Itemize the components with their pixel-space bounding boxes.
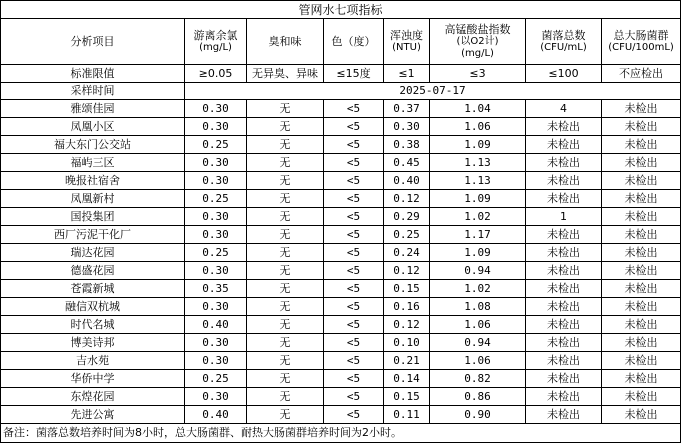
cell-site: 时代名城 (1, 316, 185, 334)
cell-colony: 未检出 (526, 388, 602, 406)
cell-coliform: 未检出 (602, 388, 681, 406)
cell-chlorine: 0.30 (185, 226, 247, 244)
header-turbidity-name: 浑浊度 (390, 28, 423, 42)
header-coliform-name: 总大肠菌群 (613, 28, 669, 42)
table-row (1, 136, 681, 154)
cell-site: 苍霞新城 (1, 280, 185, 298)
cell-colony: 未检出 (526, 370, 602, 388)
table-row (1, 370, 681, 388)
header-colony (526, 19, 602, 65)
table-row (1, 154, 681, 172)
table-row (1, 352, 681, 370)
cell-colony: 未检出 (526, 262, 602, 280)
cell-coliform: 未检出 (602, 262, 681, 280)
table-row (1, 244, 681, 262)
title-row (1, 1, 681, 19)
table-title: 管网水七项指标 (1, 1, 681, 19)
cell-coliform: 未检出 (602, 118, 681, 136)
cell-permanganate: 1.02 (430, 280, 526, 298)
cell-color: <5 (324, 280, 384, 298)
cell-site: 博美诗邦 (1, 334, 185, 352)
header-permanganate-name: 高锰酸盐指数 (444, 22, 511, 36)
cell-turbidity: 0.25 (384, 226, 430, 244)
cell-chlorine: 0.30 (185, 298, 247, 316)
cell-colony: 未检出 (526, 154, 602, 172)
cell-site: 凤凰小区 (1, 118, 185, 136)
cell-chlorine: 0.25 (185, 244, 247, 262)
cell-colony: 未检出 (526, 226, 602, 244)
cell-color: <5 (324, 316, 384, 334)
cell-turbidity: 0.10 (384, 334, 430, 352)
cell-turbidity: 0.15 (384, 280, 430, 298)
cell-turbidity: 0.29 (384, 208, 430, 226)
cell-colony: 未检出 (526, 334, 602, 352)
cell-color: <5 (324, 244, 384, 262)
cell-coliform: 未检出 (602, 316, 681, 334)
sampling-row (1, 83, 681, 100)
cell-site: 西厂污泥干化厂 (1, 226, 185, 244)
cell-site: 福屿三区 (1, 154, 185, 172)
cell-chlorine: 0.30 (185, 118, 247, 136)
cell-colony: 未检出 (526, 190, 602, 208)
standard-chlorine: ≥0.05 (185, 65, 247, 83)
cell-color: <5 (324, 370, 384, 388)
cell-odor: 无 (247, 298, 324, 316)
cell-chlorine: 0.30 (185, 208, 247, 226)
cell-permanganate: 1.17 (430, 226, 526, 244)
table-row (1, 280, 681, 298)
cell-odor: 无 (247, 352, 324, 370)
cell-site: 吉水苑 (1, 352, 185, 370)
cell-color: <5 (324, 352, 384, 370)
cell-odor: 无 (247, 334, 324, 352)
cell-permanganate: 1.09 (430, 190, 526, 208)
note-row (1, 424, 681, 443)
standard-coliform: 不应检出 (602, 65, 681, 83)
cell-permanganate: 0.94 (430, 334, 526, 352)
cell-colony: 未检出 (526, 298, 602, 316)
standard-colony: ≤100 (526, 65, 602, 83)
cell-colony: 未检出 (526, 172, 602, 190)
cell-chlorine: 0.30 (185, 388, 247, 406)
cell-chlorine: 0.25 (185, 136, 247, 154)
header-row (1, 19, 681, 65)
cell-odor: 无 (247, 226, 324, 244)
cell-odor: 无 (247, 118, 324, 136)
cell-permanganate: 1.02 (430, 208, 526, 226)
header-permanganate-basis: (以O2计) (456, 35, 499, 47)
cell-odor: 无 (247, 280, 324, 298)
header-permanganate (430, 19, 526, 65)
table-row (1, 388, 681, 406)
cell-site: 先进公寓 (1, 406, 185, 424)
cell-site: 雅颂佳园 (1, 100, 185, 118)
cell-chlorine: 0.30 (185, 262, 247, 280)
cell-turbidity: 0.12 (384, 190, 430, 208)
table-row (1, 262, 681, 280)
cell-odor: 无 (247, 406, 324, 424)
cell-chlorine: 0.30 (185, 352, 247, 370)
table-row (1, 172, 681, 190)
cell-chlorine: 0.40 (185, 406, 247, 424)
cell-odor: 无 (247, 208, 324, 226)
cell-turbidity: 0.11 (384, 406, 430, 424)
cell-color: <5 (324, 100, 384, 118)
cell-odor: 无 (247, 244, 324, 262)
cell-chlorine: 0.25 (185, 190, 247, 208)
cell-site: 华侨中学 (1, 370, 185, 388)
cell-coliform: 未检出 (602, 190, 681, 208)
cell-permanganate: 1.09 (430, 136, 526, 154)
cell-coliform: 未检出 (602, 100, 681, 118)
table-row (1, 316, 681, 334)
cell-coliform: 未检出 (602, 334, 681, 352)
cell-color: <5 (324, 406, 384, 424)
cell-site: 融信双杭城 (1, 298, 185, 316)
cell-color: <5 (324, 208, 384, 226)
cell-permanganate: 0.82 (430, 370, 526, 388)
header-chlorine-unit: (mg/L) (199, 41, 232, 53)
cell-permanganate: 1.06 (430, 316, 526, 334)
cell-turbidity: 0.16 (384, 298, 430, 316)
cell-turbidity: 0.30 (384, 118, 430, 136)
cell-chlorine: 0.30 (185, 334, 247, 352)
cell-chlorine: 0.25 (185, 370, 247, 388)
cell-coliform: 未检出 (602, 280, 681, 298)
cell-color: <5 (324, 226, 384, 244)
cell-permanganate: 1.09 (430, 244, 526, 262)
cell-site: 瑞达花园 (1, 244, 185, 262)
standard-label: 标准限值 (1, 65, 185, 83)
cell-turbidity: 0.40 (384, 172, 430, 190)
cell-permanganate: 0.94 (430, 262, 526, 280)
header-turbidity-unit: (NTU) (392, 41, 421, 53)
cell-color: <5 (324, 190, 384, 208)
cell-site: 凤凰新村 (1, 190, 185, 208)
header-coliform-unit: (CFU/100mL) (608, 41, 674, 53)
header-chlorine-name: 游离余氯 (193, 28, 238, 42)
cell-odor: 无 (247, 154, 324, 172)
cell-chlorine: 0.35 (185, 280, 247, 298)
cell-coliform: 未检出 (602, 370, 681, 388)
header-turbidity (384, 19, 430, 65)
cell-coliform: 未检出 (602, 172, 681, 190)
cell-turbidity: 0.12 (384, 316, 430, 334)
cell-coliform: 未检出 (602, 226, 681, 244)
cell-site: 东煌花园 (1, 388, 185, 406)
cell-permanganate: 1.04 (430, 100, 526, 118)
header-permanganate-unit: (mg/L) (461, 47, 494, 59)
cell-colony: 未检出 (526, 136, 602, 154)
cell-coliform: 未检出 (602, 136, 681, 154)
cell-coliform: 未检出 (602, 208, 681, 226)
header-colony-unit: (CFU/mL) (540, 41, 587, 53)
cell-site: 国投集团 (1, 208, 185, 226)
cell-chlorine: 0.30 (185, 172, 247, 190)
cell-turbidity: 0.24 (384, 244, 430, 262)
cell-turbidity: 0.14 (384, 370, 430, 388)
cell-permanganate: 1.13 (430, 154, 526, 172)
cell-colony: 未检出 (526, 280, 602, 298)
cell-color: <5 (324, 334, 384, 352)
cell-odor: 无 (247, 190, 324, 208)
header-color: 色（度） (324, 19, 384, 65)
cell-permanganate: 1.08 (430, 298, 526, 316)
cell-colony: 未检出 (526, 406, 602, 424)
cell-color: <5 (324, 298, 384, 316)
cell-colony: 未检出 (526, 352, 602, 370)
cell-turbidity: 0.37 (384, 100, 430, 118)
cell-site: 德盛花园 (1, 262, 185, 280)
sampling-label: 采样时间 (1, 83, 185, 100)
header-colony-name: 菌落总数 (541, 28, 586, 42)
cell-turbidity: 0.45 (384, 154, 430, 172)
table-row (1, 334, 681, 352)
cell-coliform: 未检出 (602, 244, 681, 262)
standard-row (1, 65, 681, 83)
cell-colony: 未检出 (526, 244, 602, 262)
cell-color: <5 (324, 172, 384, 190)
cell-color: <5 (324, 118, 384, 136)
cell-chlorine: 0.30 (185, 154, 247, 172)
header-odor: 臭和味 (247, 19, 324, 65)
standard-turbidity: ≤1 (384, 65, 430, 83)
cell-coliform: 未检出 (602, 154, 681, 172)
cell-color: <5 (324, 388, 384, 406)
cell-colony: 未检出 (526, 316, 602, 334)
cell-permanganate: 1.06 (430, 352, 526, 370)
cell-colony: 4 (526, 100, 602, 118)
cell-odor: 无 (247, 388, 324, 406)
cell-permanganate: 1.13 (430, 172, 526, 190)
sampling-date: 2025-07-17 (185, 83, 681, 100)
cell-color: <5 (324, 262, 384, 280)
cell-color: <5 (324, 154, 384, 172)
cell-turbidity: 0.38 (384, 136, 430, 154)
header-chlorine (185, 19, 247, 65)
cell-color: <5 (324, 136, 384, 154)
cell-site: 晚报社宿舍 (1, 172, 185, 190)
cell-turbidity: 0.15 (384, 388, 430, 406)
standard-color: ≤15度 (324, 65, 384, 83)
cell-chlorine: 0.40 (185, 316, 247, 334)
table-row (1, 100, 681, 118)
table-row (1, 406, 681, 424)
cell-colony: 1 (526, 208, 602, 226)
cell-turbidity: 0.12 (384, 262, 430, 280)
cell-odor: 无 (247, 316, 324, 334)
cell-odor: 无 (247, 172, 324, 190)
table-row (1, 190, 681, 208)
cell-odor: 无 (247, 100, 324, 118)
cell-permanganate: 0.90 (430, 406, 526, 424)
cell-coliform: 未检出 (602, 406, 681, 424)
cell-colony: 未检出 (526, 118, 602, 136)
cell-coliform: 未检出 (602, 352, 681, 370)
cell-permanganate: 0.86 (430, 388, 526, 406)
header-coliform (602, 19, 681, 65)
table-row (1, 118, 681, 136)
cell-odor: 无 (247, 136, 324, 154)
cell-site: 福大东门公交站 (1, 136, 185, 154)
cell-turbidity: 0.21 (384, 352, 430, 370)
table-row (1, 208, 681, 226)
cell-odor: 无 (247, 262, 324, 280)
cell-chlorine: 0.30 (185, 100, 247, 118)
header-item: 分析项目 (1, 19, 185, 65)
standard-permanganate: ≤3 (430, 65, 526, 83)
table-row (1, 298, 681, 316)
cell-permanganate: 1.06 (430, 118, 526, 136)
table-note: 备注：菌落总数培养时间为8小时，总大肠菌群、耐热大肠菌群培养时间为2小时。 (1, 424, 681, 443)
standard-odor: 无异臭、异味 (247, 65, 324, 83)
table-row (1, 226, 681, 244)
cell-odor: 无 (247, 370, 324, 388)
cell-coliform: 未检出 (602, 298, 681, 316)
